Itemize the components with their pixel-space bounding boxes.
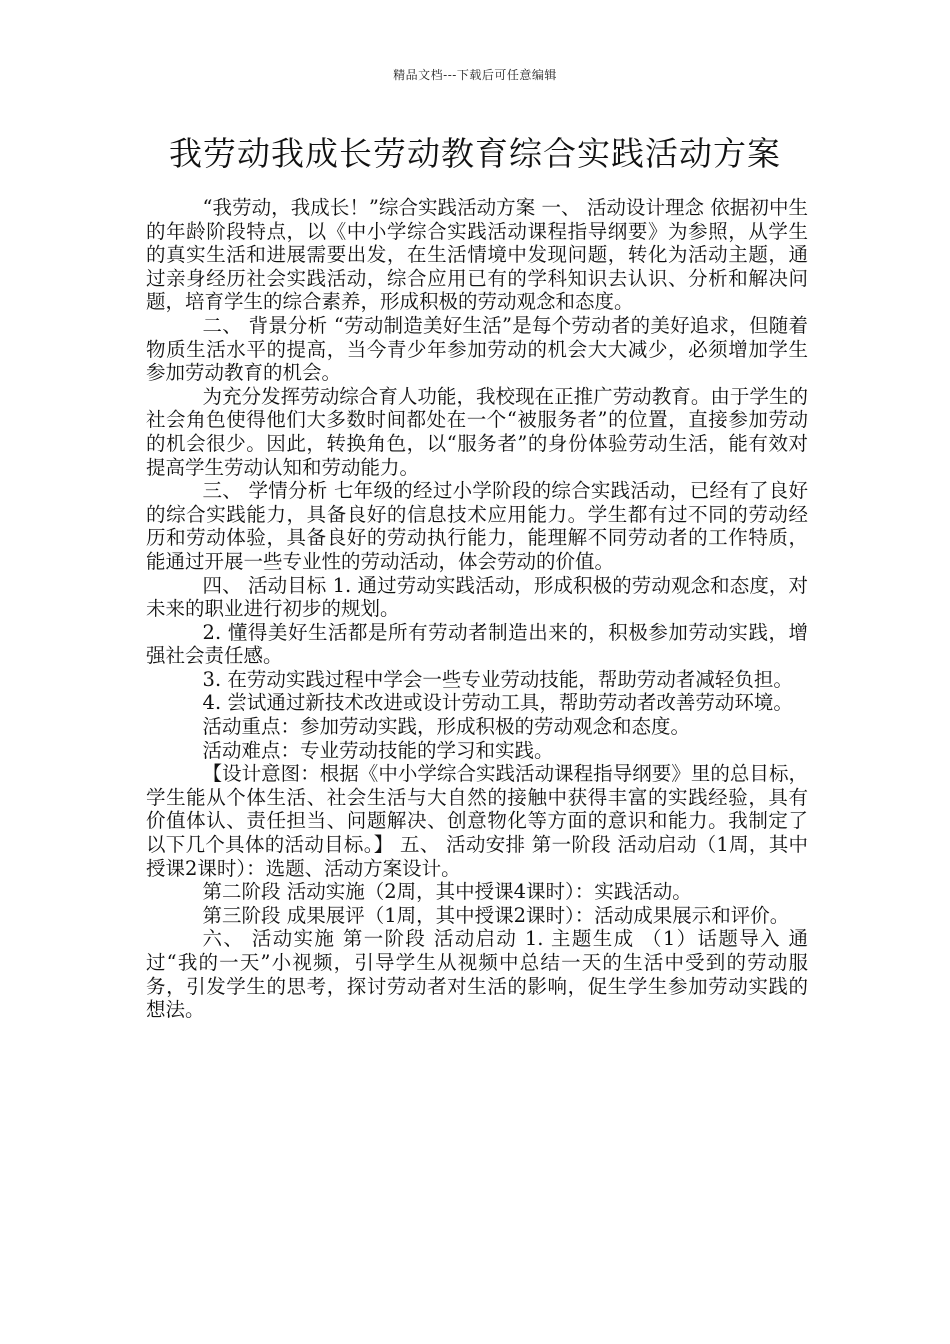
- paragraph-background: 二、 背景分析 “劳动制造美好生活”是每个劳动者的美好追求，但随着物质生活水平的提高，当今青少年参加劳动的机会大大减少，必须增加学生参加劳动教育的机会。: [146, 313, 808, 385]
- document-body: [146, 196, 808, 1022]
- paragraph-key-point: 活动重点：参加劳动实践，形成积极的劳动观念和态度。: [202, 715, 691, 739]
- paragraph-stage-2: 第二阶段 活动实施（2周，其中授课4课时）：实践活动。: [202, 880, 692, 904]
- document-title: 我劳动我成长劳动教育综合实践活动方案: [169, 134, 781, 173]
- paragraph-design-intent: 【设计意图：根据《中小学综合实践活动课程指导纲要》里的总目标，学生能从个体生活、社会生活与大自然的接触中获得丰富的实践经验，具有价值体认、责任担当、问题解决、创意物化等方面的意识和能力。我制定了以下几个具体的活动目标。】 五、 活动安排 第一阶段 活动启动（1周，其中授课2课时）：选题、活动方案设计。: [146, 762, 808, 880]
- paragraph-difficulty: 活动难点：专业劳动技能的学习和实践。: [202, 738, 554, 762]
- paragraph-goal-4: 4. 尝试通过新技术改进或设计劳动工具，帮助劳动者改善劳动环境。: [202, 691, 793, 715]
- paragraph-implementation: 六、 活动实施 第一阶段 活动启动 1. 主题生成 （1）话题导入 通过“我的一天”小视频，引导学生从视频中总结一天的生活中受到的劳动服务，引发学生的思考，探讨劳动者对生活的影响，促生学生参加劳动实践的想法。: [146, 927, 808, 1022]
- header-note: 精品文档---下载后可任意编辑: [393, 68, 557, 82]
- paragraph-goal-3: 3. 在劳动实践过程中学会一些专业劳动技能，帮助劳动者减轻负担。: [202, 667, 793, 691]
- paragraph-design-concept: “我劳动，我成长！”综合实践活动方案 一、 活动设计理念 依据初中生的年龄阶段特点，以《中小学综合实践活动课程指导纲要》为参照，从学生的真实生活和进展需要出发，在生活情境中发现问题，转化为活动主题，通过亲身经历社会实践活动，综合应用已有的学科知识去认识、分析和解决问题，培育学生的综合素养，形成积极的劳动观念和态度。: [146, 196, 808, 314]
- paragraph-learner-analysis: 三、 学情分析 七年级的经过小学阶段的综合实践活动，已经有了良好的综合实践能力，具备良好的信息技术应用能力。学生都有过不同的劳动经历和劳动体验，具备良好的劳动执行能力，能理解不同劳动者的工作特质，能通过开展一些专业性的劳动活动，体会劳动的价值。: [146, 479, 808, 573]
- paragraph-promotion: 为充分发挥劳动综合育人功能，我校现在正推广劳动教育。由于学生的社会角色使得他们大多数时间都处在一个“被服务者”的位置，直接参加劳动的机会很少。因此，转换角色，以“服务者”的身份体验劳动生活，能有效对提高学生劳动认知和劳动能力。: [146, 384, 808, 479]
- paragraph-stage-3: 第三阶段 成果展评（1周，其中授课2课时）：活动成果展示和评价。: [202, 903, 790, 927]
- paragraph-goal-2: 2. 懂得美好生活都是所有劳动者制造出来的，积极参加劳动实践，增强社会责任感。: [146, 620, 808, 668]
- paragraph-goal-1: 四、 活动目标 1. 通过劳动实践活动，形成积极的劳动观念和态度，对未来的职业进行初步的规划。: [146, 573, 808, 621]
